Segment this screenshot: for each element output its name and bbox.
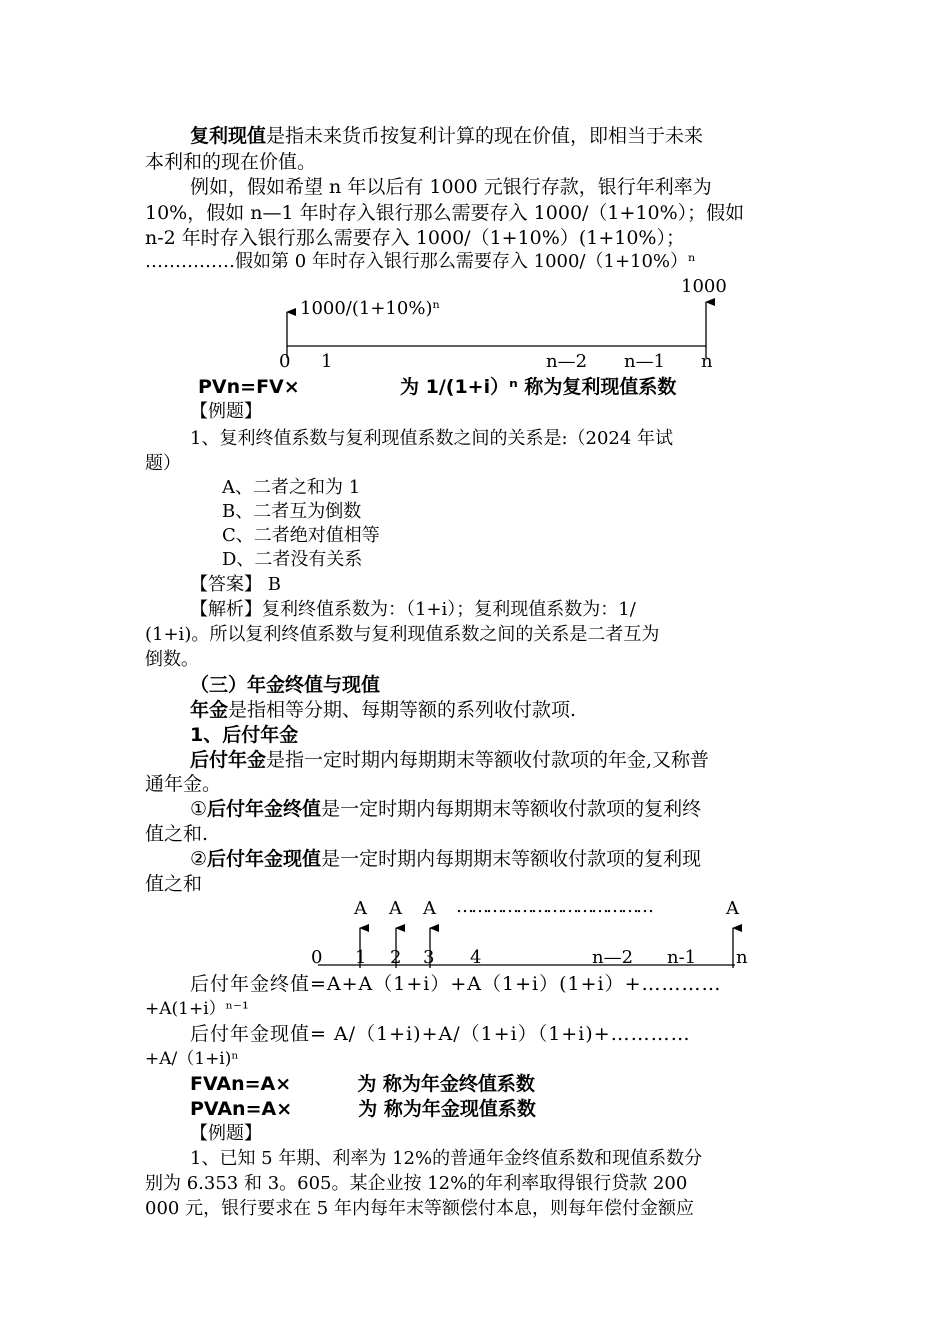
timeline2-payment-3: A (423, 898, 436, 919)
example1-option-d: D、二者没有关系 (222, 549, 363, 570)
example2-tag: 【例题】 (190, 1123, 262, 1144)
example1-tag: 【例题】 (190, 401, 262, 422)
example1-option-c: C、二者绝对值相等 (222, 525, 380, 546)
annuity-definition (190, 698, 576, 722)
ordinary-annuity-definition (190, 748, 709, 772)
pv-formula-left: PVn=FV× (198, 376, 300, 398)
annuity-fv-definition (190, 797, 701, 821)
annuity-fv-definition-text: 是一定时期内每期期末等额收付款项的复利终 (321, 798, 702, 820)
example1-question-line1: 1、复利终值系数与复利现值系数之间的关系是:（2024 年试 (190, 428, 674, 449)
timeline2-tick-n-1: n-1 (667, 947, 697, 968)
annuity-heading: （三）年金终值与现值 (190, 674, 381, 696)
timeline2-payment-1: A (354, 898, 367, 919)
ordinary-annuity-definition-line2: 通年金。 (145, 773, 222, 795)
timeline2-tick-4: 4 (470, 947, 482, 968)
pv-example-line1: 例如，假如希望 n 年以后有 1000 元银行存款，银行年利率为 (190, 176, 712, 198)
example1-analysis-line3: 倒数。 (145, 649, 199, 670)
example2-line1: 1、已知 5 年期、利率为 12%的普通年金终值系数和现值系数分 (190, 1148, 703, 1169)
fva-formula: FVAn=A× 为 称为年金终值系数 (190, 1073, 535, 1095)
timeline1-tick-1: 1 (321, 351, 333, 372)
annuity-pv-formula-line1: 后付年金现值= A/（1+i)+A/（1+i）（1+i)+………… (190, 1023, 691, 1045)
annuity-pv-definition-text: 是一定时期内每期期末等额收付款项的复利现 (321, 848, 702, 870)
timeline1-top-value: 1000 (681, 276, 727, 297)
annuity-pv-definition-line2: 值之和 (145, 873, 203, 895)
pv-example-line2: 10%，假如 n—1 年时存入银行那么需要存入 1000/（1+10%）；假如 (145, 202, 745, 224)
annuity-fv-number: ① (190, 798, 208, 820)
pv-example-line3: n-2 年时存入银行那么需要存入 1000/（1+10%）(1+10%）； (145, 227, 685, 249)
example1-option-a: A、二者之和为 1 (222, 477, 361, 498)
timeline1-tick-n-2: n—2 (546, 351, 588, 372)
timeline2-payment-n: A (726, 898, 739, 919)
example2-line3: 000 元，银行要求在 5 年内每年末等额偿付本息，则每年偿付金额应 (145, 1198, 694, 1219)
timeline2-tick-n-2: n—2 (592, 947, 634, 968)
pv-formula-right: 为 1/(1+i）ⁿ 称为复利现值系数 (400, 376, 677, 398)
annuity-fv-term: 后付年金终值 (207, 798, 322, 820)
annuity-term: 年金 (190, 699, 229, 721)
pva-formula: PVAn=A× 为 称为年金现值系数 (190, 1098, 536, 1120)
pv-definition-text: 是指未来货币按复利计算的现在价值，即相当于未来 (266, 125, 704, 147)
timeline2-tick-2: 2 (390, 947, 402, 968)
annuity-pv-formula-line2: +A/（1+i)ⁿ (145, 1049, 239, 1069)
timeline2-tick-3: 3 (423, 947, 435, 968)
example1-question-line2: 题） (145, 453, 181, 474)
ordinary-annuity-definition-text: 是指一定时期内每期期末等额收付款项的年金,又称普 (266, 749, 710, 771)
annuity-fv-formula-line1: 后付年金终值=A+A（1+i）+A（1+i）(1+i）+………… (190, 973, 722, 995)
example1-analysis-line2: (1+i)。所以复利终值系数与复利现值系数之间的关系是二者互为 (145, 624, 660, 645)
timeline1-tick-n: n (701, 351, 713, 372)
timeline1-left-value: 1000/(1+10%)ⁿ (300, 298, 441, 319)
pv-term: 复利现值 (190, 125, 267, 147)
annuity-definition-text: 是指相等分期、每期等额的系列收付款项. (228, 699, 577, 721)
example2-line2: 别为 6.353 和 3。605。某企业按 12%的年利率取得银行贷款 200 (145, 1173, 688, 1194)
pv-example-line4: ……………假如第 0 年时存入银行那么需要存入 1000/（1+10%）ⁿ (145, 251, 696, 272)
timeline2-tick-0: 0 (311, 947, 323, 968)
timeline2-tick-1: 1 (355, 947, 367, 968)
example1-option-b: B、二者互为倒数 (222, 501, 362, 522)
ordinary-annuity-term: 后付年金 (190, 749, 267, 771)
annuity-fv-formula-line2: +A(1+i）ⁿ⁻¹ (145, 999, 249, 1019)
annuity-fv-definition-line2: 值之和. (145, 823, 209, 845)
timeline2-payment-2: A (389, 898, 402, 919)
ordinary-annuity-heading: 1、后付年金 (190, 724, 299, 746)
annuity-pv-number: ② (190, 848, 208, 870)
timeline1-tick-0: 0 (279, 351, 291, 372)
example1-analysis-line1: 【解析】复利终值系数为：（1+i）；复利现值系数为：1/ (190, 599, 636, 620)
annuity-pv-definition (190, 847, 701, 871)
timeline1-tick-n-1: n—1 (624, 351, 666, 372)
annuity-pv-term: 后付年金现值 (207, 848, 322, 870)
example1-answer: 【答案】 B (190, 574, 281, 595)
timeline2-tick-n: n (736, 947, 748, 968)
timeline2-dots: ………………………………… (456, 896, 651, 917)
pv-definition-line2: 本利和的现在价值。 (145, 151, 317, 173)
